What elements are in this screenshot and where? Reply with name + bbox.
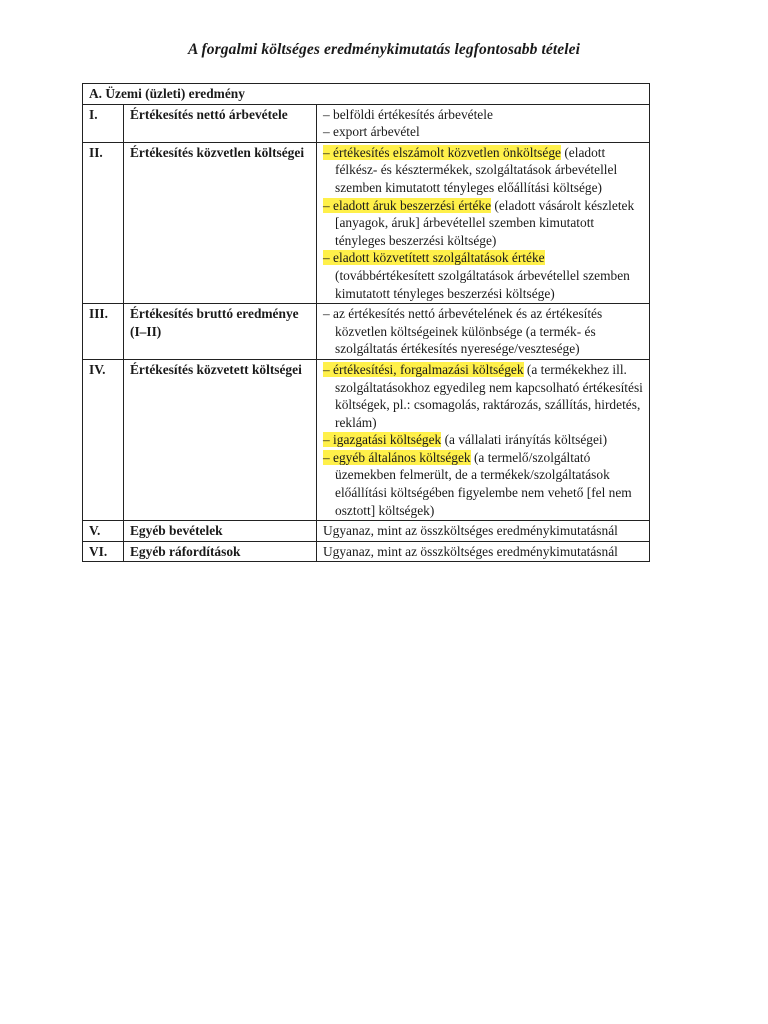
page-title: A forgalmi költséges eredménykimutatás legfontosabb tételei [187, 41, 581, 58]
description-item: – export árbevétel [323, 124, 420, 140]
row-description [317, 304, 650, 360]
section-header: A. Üzemi (üzleti) eredmény [83, 84, 650, 105]
row-number: I. [83, 104, 124, 142]
income-statement-table [82, 83, 650, 562]
row-name: Egyéb ráfordítások [124, 541, 317, 562]
highlighted-term: – eladott áruk beszerzési értéke [323, 197, 492, 213]
row-description [317, 521, 650, 542]
row-number: VI. [83, 541, 124, 562]
row-name: Értékesítés közvetlen költségei [124, 142, 317, 303]
description-item: – az értékesítés nettó árbevételének és az értékesítés közvetlen költségeinek különbsége (a termék- és szolgáltatás értékesítés nyeresége/vesztesége) [323, 306, 603, 357]
table-row [83, 359, 650, 520]
description-item: Ugyanaz, mint az összköltséges eredménykimutatásnál [323, 523, 618, 539]
section-header-row [83, 84, 650, 105]
description-item: Ugyanaz, mint az összköltséges eredménykimutatásnál [323, 543, 618, 559]
row-name: Értékesítés nettó árbevétele [124, 104, 317, 142]
row-description [317, 104, 650, 142]
term-explanation: (eladott vásárolt készletek [anyagok, áruk] árbevétellel szemben kimutatott tényleges beszerzési költsége) [335, 197, 635, 248]
description-item: – belföldi értékesítés árbevétele [323, 106, 493, 122]
row-number: III. [83, 304, 124, 360]
row-description [317, 541, 650, 562]
description-item [323, 361, 645, 431]
highlighted-term: – igazgatási költségek [323, 432, 442, 448]
row-name: Értékesítés közvetett költségei [124, 359, 317, 520]
table-row [83, 541, 650, 562]
row-name: Értékesítés bruttó eredménye (I–II) [124, 304, 317, 360]
highlighted-term: – egyéb általános költségek [323, 449, 471, 465]
description-item [323, 449, 645, 519]
row-description [317, 142, 650, 303]
table-row [83, 521, 650, 542]
table-row [83, 142, 650, 303]
highlighted-term: – eladott közvetített szolgáltatások értéke [323, 250, 545, 266]
term-explanation: (továbbértékesített szolgáltatások árbevétellel szemben kimutatott tényleges beszerzési költsége) [335, 267, 630, 301]
description-item [323, 249, 645, 302]
row-number: IV. [83, 359, 124, 520]
highlighted-term: – értékesítési, forgalmazási költségek [323, 361, 524, 377]
description-item [323, 431, 645, 449]
table-row [83, 304, 650, 360]
term-explanation: (eladott félkész- és késztermékek, szolgáltatások árbevétellel szemben kimutatott tényleges előállítási költsége) [335, 144, 618, 195]
term-explanation: (a vállalati irányítás költségei) [441, 432, 608, 448]
row-number: II. [83, 142, 124, 303]
description-item [323, 197, 645, 250]
row-name: Egyéb bevételek [124, 521, 317, 542]
table-row [83, 104, 650, 142]
term-explanation: (a termelő/szolgáltató üzemekben felmerült, de a termékek/szolgáltatások előállítási költségében figyelembe nem vehető [fel nem osztott] költségek) [335, 449, 632, 518]
highlighted-term: – értékesítés elszámolt közvetlen önköltsége [323, 144, 561, 160]
row-number: V. [83, 521, 124, 542]
row-description [317, 359, 650, 520]
term-explanation: (a termékekhez ill. szolgáltatásokhoz egyedileg nem kapcsolható értékesítési költségek, pl.: csomagolás, raktározás, szállítás, hirdetés, reklám) [335, 361, 643, 430]
description-item [323, 144, 645, 197]
